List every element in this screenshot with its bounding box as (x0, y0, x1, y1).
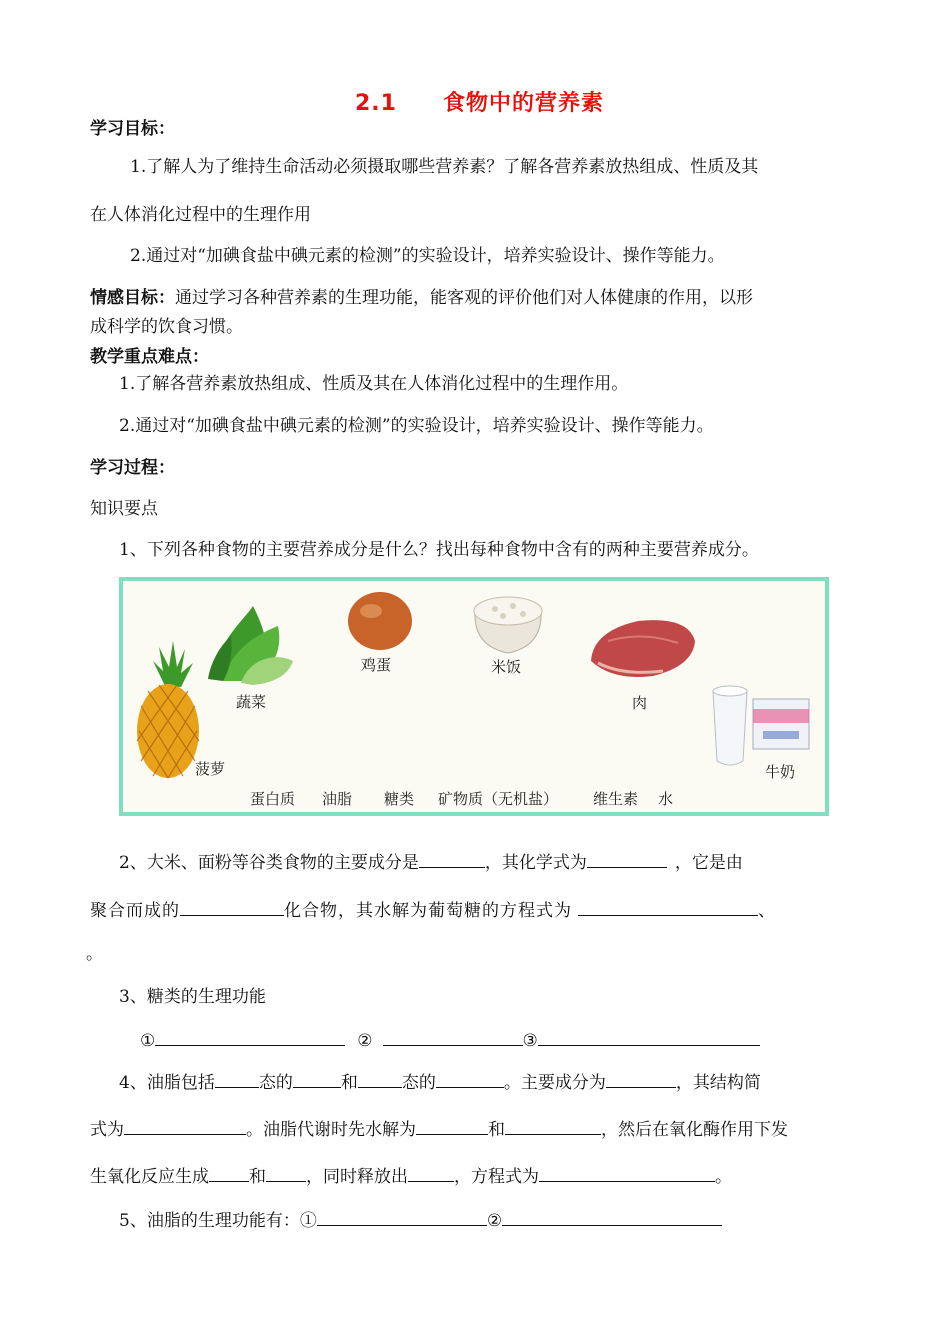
q2-text-f: 、 (758, 901, 775, 921)
q2-blank-2[interactable] (587, 849, 667, 868)
q4-text-e: 。主要成分为 (503, 1073, 606, 1093)
knowledge-label: 知识要点 (90, 499, 158, 519)
nutrient-water: 水 (658, 790, 674, 808)
q2-blank-4[interactable] (578, 897, 758, 916)
q4-blank-4[interactable] (436, 1069, 504, 1088)
emotion-heading: 情感目标： (90, 288, 175, 308)
key-heading: 教学重点难点： (90, 347, 209, 367)
question-2-line-3: 。 (86, 944, 103, 964)
q4-text-m: ，同时释放出 (306, 1167, 408, 1187)
q4-text-j: ，然后在氧化酶作用下发 (601, 1120, 788, 1140)
objectives-heading: 学习目标： (90, 119, 175, 139)
question-5 (119, 1207, 722, 1232)
q5-blank-1[interactable] (317, 1207, 487, 1226)
key-point-2: 2.通过对“加碘食盐中碘元素的检测”的实验设计，培养实验设计、操作等能力。 (119, 416, 714, 436)
nutrient-minerals: 矿物质（无机盐） (438, 790, 559, 808)
q4-text-k: 生氧化反应生成 (90, 1167, 209, 1187)
q4-blank-9[interactable] (209, 1163, 249, 1182)
rice-image (474, 597, 542, 653)
question-1: 1、下列各种食物的主要营养成分是什么？找出每种食物中含有的两种主要营养成分。 (119, 540, 759, 560)
q4-text-f: ，其结构简 (675, 1073, 761, 1093)
q2-text-e: 化合物，其水解为葡萄糖的方程式为 (284, 901, 572, 921)
label-milk: 牛奶 (765, 763, 796, 781)
q4-blank-7[interactable] (416, 1116, 488, 1135)
question-4-line-1 (119, 1069, 761, 1094)
q5-text: 5、油脂的生理功能有：① (119, 1211, 317, 1231)
question-4-line-2 (90, 1116, 788, 1141)
q3-marker-1: ① (140, 1031, 156, 1051)
q4-blank-11[interactable] (408, 1163, 454, 1182)
label-meat: 肉 (632, 694, 648, 712)
question-3-answers (140, 1027, 760, 1052)
objective-1-line-2: 在人体消化过程中的生理作用 (90, 205, 311, 225)
emotion-line-2: 成科学的饮食习惯。 (90, 317, 243, 337)
food-illustration (123, 581, 825, 812)
q3-blank-1[interactable] (155, 1027, 345, 1046)
q4-text-d: 态的 (401, 1073, 436, 1093)
q4-blank-8[interactable] (505, 1116, 601, 1135)
emotion-text: 通过学习各种营养素的生理功能，能客观的评价他们对人体健康的作用，以形 (175, 288, 753, 308)
pineapple-image (137, 641, 199, 778)
question-3: 3、糖类的生理功能 (119, 987, 266, 1007)
nutrient-vitamin: 维生素 (593, 790, 639, 808)
q4-text-b: 态的 (258, 1073, 293, 1093)
q4-blank-5[interactable] (606, 1069, 676, 1088)
milk-image (713, 686, 809, 765)
q3-marker-3: ③ (522, 1031, 538, 1051)
label-rice: 米饭 (491, 658, 522, 676)
q4-blank-12[interactable] (539, 1163, 715, 1182)
q4-blank-6[interactable] (124, 1116, 246, 1135)
q3-blank-2[interactable] (383, 1027, 523, 1046)
q4-text-l: 和 (249, 1167, 266, 1187)
q2-blank-3[interactable] (180, 897, 284, 916)
q4-blank-1[interactable] (215, 1069, 259, 1088)
q3-marker-2: ② (357, 1031, 373, 1051)
q2-blank-1[interactable] (419, 849, 485, 868)
nutrient-fat: 油脂 (322, 790, 353, 808)
food-figure (119, 577, 829, 816)
q4-text-o: 。 (715, 1167, 732, 1187)
egg-image (348, 592, 412, 650)
nutrient-protein: 蛋白质 (250, 790, 296, 808)
q4-blank-3[interactable] (358, 1069, 402, 1088)
q4-text-g: 式为 (90, 1120, 124, 1140)
meat-image (591, 620, 695, 677)
objective-2: 2.通过对“加碘食盐中碘元素的检测”的实验设计，培养实验设计、操作等能力。 (130, 246, 725, 266)
question-2-line-2 (90, 897, 775, 922)
key-point-1: 1.了解各营养素放热组成、性质及其在人体消化过程中的生理作用。 (119, 374, 629, 394)
q2-text-b: ，其化学式为 (484, 853, 587, 873)
process-heading: 学习过程： (90, 458, 175, 478)
q2-text-c: ，它是由 (674, 853, 743, 873)
label-pineapple: 菠萝 (195, 760, 226, 778)
q5-blank-2[interactable] (502, 1207, 722, 1226)
q2-text-d: 聚合而成的 (90, 901, 180, 921)
q4-text-c: 和 (340, 1073, 358, 1093)
q2-text-a: 2、大米、面粉等谷类食物的主要成分是 (119, 853, 419, 873)
q4-blank-2[interactable] (293, 1069, 341, 1088)
q4-text-h: 。油脂代谢时先水解为 (246, 1120, 416, 1140)
question-2-line-1 (119, 849, 743, 874)
nutrient-sugar: 糖类 (384, 790, 415, 808)
question-4-line-3 (90, 1163, 732, 1188)
q4-text-n: ，方程式为 (454, 1167, 539, 1187)
emotion-line-1 (90, 287, 753, 309)
label-egg: 鸡蛋 (361, 656, 392, 674)
q4-blank-10[interactable] (266, 1163, 306, 1182)
q4-text-a: 4、油脂包括 (119, 1073, 215, 1093)
objective-1-line-1: 1.了解人为了维持生命活动必须摄取哪些营养素？了解各营养素放热组成、性质及其 (130, 157, 759, 177)
q4-text-i: 和 (488, 1120, 505, 1140)
page-title: 2.1 食物中的营养素 (355, 91, 604, 116)
q5-marker-2: ② (486, 1211, 503, 1231)
vegetable-image (208, 606, 293, 685)
label-vegetable: 蔬菜 (236, 693, 267, 711)
q3-blank-3[interactable] (538, 1027, 760, 1046)
